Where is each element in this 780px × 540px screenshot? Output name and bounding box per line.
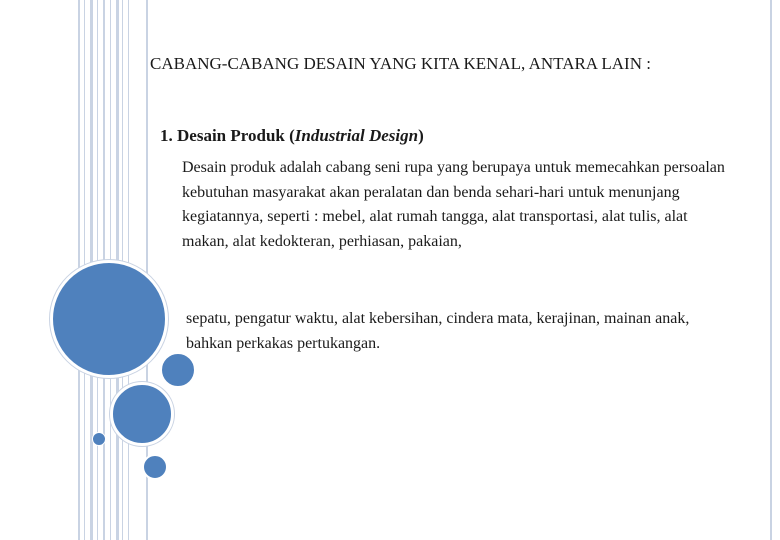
body-paragraph-1: Desain produk adalah cabang seni rupa yang berupaya untuk memecahkan persoalan kebutuhan masyarakat akan peralatan dan benda sehari-hari untuk menunjang kegiatannya, seperti : mebel, alat rumah tangga, alat transportasi, alat tulis, alat makan, alat kedokteran, perhiasan, pakaian, [182, 159, 725, 250]
section-closing: ) [418, 126, 424, 145]
body-paragraph-2: sepatu, pengatur waktu, alat kebersihan, cindera mata, kerajinan, mainan anak, bahkan perkakas pertukangan. [186, 310, 690, 352]
decor-circle-dot [92, 432, 106, 446]
slide-title: CABANG-CABANG DESAIN YANG KITA KENAL, ANTARA LAIN : [150, 54, 651, 73]
decor-line [770, 0, 772, 540]
decor-circle-medium [110, 382, 174, 446]
section-heading [160, 124, 720, 148]
decor-circle-large [50, 260, 168, 378]
decor-circle-small [142, 454, 168, 480]
section-number-label: 1. Desain Produk ( [160, 126, 295, 145]
decor-circle-small [160, 352, 196, 388]
section-italic-label: Industrial Design [294, 126, 419, 145]
